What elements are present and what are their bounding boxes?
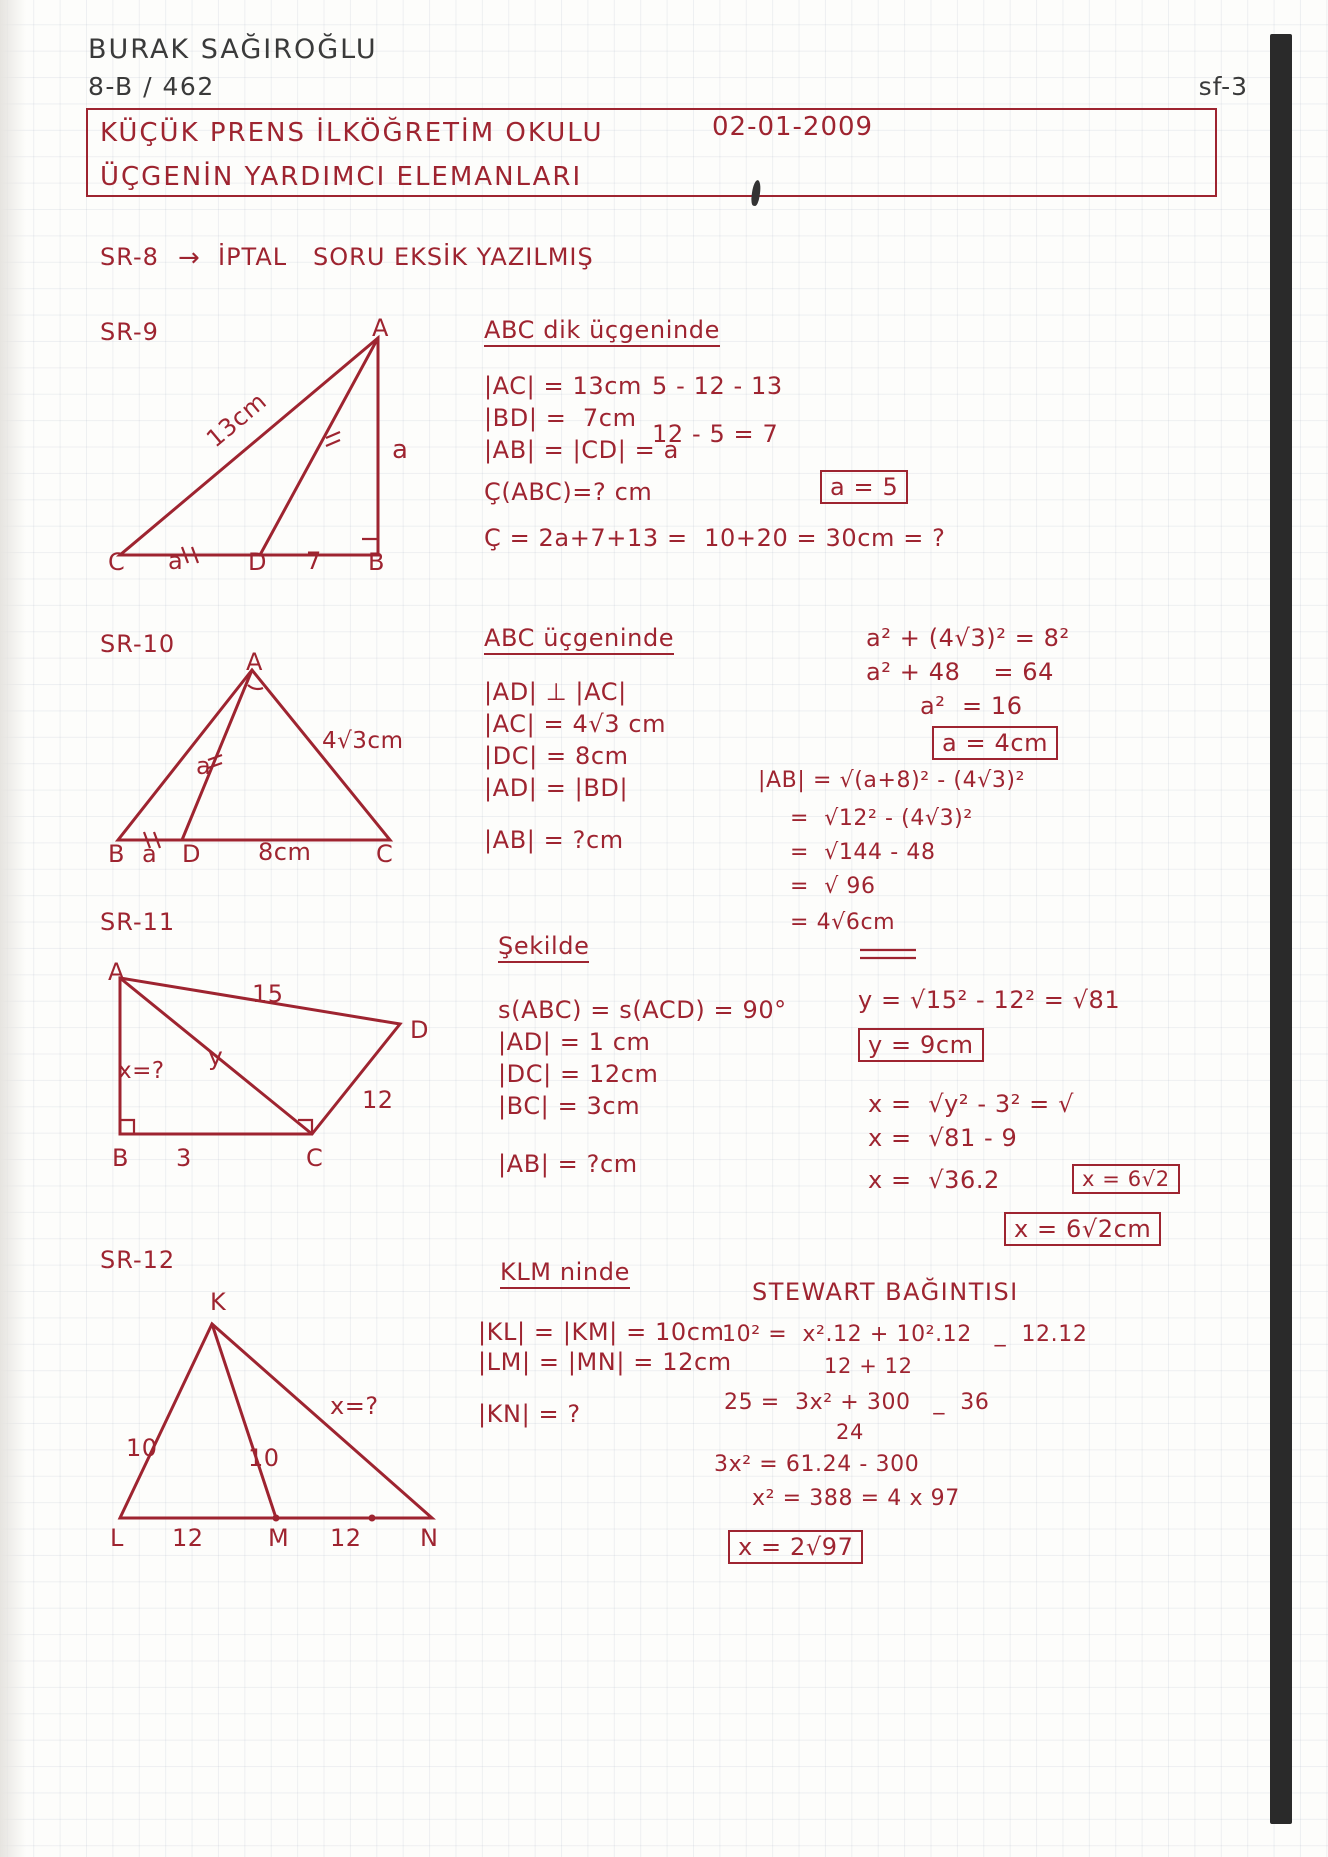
date-text: 02-01-2009 [712,112,874,142]
sr12-side-lm: 12 [172,1524,204,1552]
sr11-final-box: x = 6√2cm [1004,1212,1161,1246]
sr12-question: |KN| = ? [478,1400,581,1428]
sr10-vertex-d: D [182,840,201,868]
sr11-side-y: y [208,1042,224,1071]
sr9-side-ac: 13cm [201,387,273,453]
student-name: BURAK SAĞIROĞLU [88,34,378,65]
sr8-label: SR-8 [100,243,159,271]
sr11-vertex-c: C [306,1144,324,1172]
sr11-work2-1: x = √y² - 3² = √ [868,1090,1074,1118]
sr10-work2-1: |AB| = √(a+8)² - (4√3)² [758,768,1026,793]
sr11-work-1: y = √15² - 12² = √81 [858,986,1121,1014]
sr11-vertex-b: B [112,1144,129,1172]
sr9-side-cd: a [168,547,184,575]
sr12-method-title: STEWART BAĞINTISI [752,1278,1019,1306]
sr11-side-bc: 3 [176,1144,192,1172]
sr12-figure [100,1300,460,1540]
sr12-final-box: x = 2√97 [728,1530,863,1564]
sr11-inline-box: x = 6√2 [1072,1164,1180,1194]
sr11-line-2: |AD| = 1 cm [498,1028,651,1056]
sr11-line-1: s(ABC) = s(ACD) = 90° [498,996,787,1024]
sr9-figure [100,310,440,580]
sr10-work2-3: = √144 - 48 [790,840,936,865]
sr12-work-6: x² = 388 = 4 x 97 [752,1486,960,1511]
sr12-work-1: 10² = x².12 + 10².12 _ 12.12 [722,1322,1088,1347]
sr12-vertex-n: N [420,1524,439,1552]
sr11-side-ad: 15 [252,980,284,1008]
sr11-result-box: y = 9cm [858,1028,984,1062]
sr11-work2-2: x = √81 - 9 [868,1124,1018,1152]
sr10-question: |AB| = ?cm [484,826,624,854]
sr10-line-1: |AD| ⊥ |AC| [484,678,627,706]
binder-strip [1270,34,1292,1824]
sr12-vertex-m: M [268,1524,290,1552]
sr10-work2-5: = 4√6cm [790,910,896,935]
sr12-statement-title: KLM ninde [500,1258,630,1289]
sr12-vertex-k: K [210,1288,227,1316]
sr10-line-3: |DC| = 8cm [484,742,629,770]
sr11-label: SR-11 [100,908,176,936]
sr10-vertex-a: A [246,648,263,676]
sr9-work-2: 12 - 5 = 7 [652,420,779,448]
student-class: 8-B / 462 [88,72,215,101]
sr10-work2-4: = √ 96 [790,874,876,899]
sr9-vertex-d: D [248,548,267,576]
sr12-line-2: |LM| = |MN| = 12cm [478,1348,732,1376]
sr9-vertex-a: A [372,314,389,342]
sr9-vertex-c: C [108,548,126,576]
sr9-statement-title: ABC dik üçgeninde [484,316,720,347]
sr11-side-x: x=? [118,1058,165,1084]
sr10-side-bd: a [142,840,158,868]
sr9-vertex-b: B [368,548,385,576]
page-label: sf-3 [1198,72,1248,101]
sr11-line-4: |BC| = 3cm [498,1092,641,1120]
sr10-side-dc: 8cm [258,838,312,866]
sr11-side-dc: 12 [362,1086,394,1114]
sr10-vertex-b: B [108,840,125,868]
sr11-vertex-a: A [108,958,125,986]
sr10-line-4: |AD| = |BD| [484,774,629,802]
sr10-work-2: a² + 48 = 64 [866,658,1055,686]
sr12-work-3: 25 = 3x² + 300 _ 36 [724,1390,990,1415]
sr10-vertex-c: C [376,840,394,868]
sr10-side-ad: a [196,752,212,780]
sr8-arrow-icon: → [178,243,201,273]
sr9-side-db: 7 [306,547,322,575]
sr10-work-3: a² = 16 [920,692,1023,720]
sr12-side-kl: 10 [126,1434,158,1462]
sr9-result-box: a = 5 [820,470,908,504]
sr10-statement-title: ABC üçgeninde [484,624,674,655]
sr11-statement-title: Şekilde [498,932,589,963]
sr11-question: |AB| = ?cm [498,1150,638,1178]
sr12-side-x: x=? [330,1392,379,1420]
subject-title: ÜÇGENİN YARDIMCI ELEMANLARI [100,162,583,192]
sr9-side-ab: a [392,435,409,465]
sr8-text: İPTAL SORU EKSİK YAZILMIŞ [218,243,594,271]
sr12-side-mn: 12 [330,1524,362,1552]
sr9-line-2: |BD| = 7cm [484,404,637,432]
sr12-label: SR-12 [100,1246,176,1274]
sr10-side-ac: 4√3cm [322,728,404,754]
sr12-work-4: 24 [836,1420,864,1444]
sr10-work-1: a² + (4√3)² = 8² [866,624,1070,652]
sr9-line-1: |AC| = 13cm [484,372,643,400]
sr10-label: SR-10 [100,630,176,658]
sr11-line-3: |DC| = 12cm [498,1060,659,1088]
sr9-line-3: |AB| = |CD| = a [484,436,679,464]
sr9-final: Ç = 2a+7+13 = 10+20 = 30cm = ? [484,524,946,552]
sr10-result-box: a = 4cm [932,726,1058,760]
sr9-question: Ç(ABC)=? cm [484,478,653,506]
sr11-vertex-d: D [410,1016,429,1044]
sr12-vertex-l: L [110,1524,124,1552]
sr12-side-km: 10 [248,1444,280,1472]
sr12-work-2: 12 + 12 [824,1354,913,1378]
sr10-work2-2: = √12² - (4√3)² [790,806,973,831]
page-left-shadow [0,0,26,1857]
sr11-work2-3: x = √36.2 [868,1166,1000,1194]
sr10-underline-mark [860,944,940,964]
sr9-work-1: 5 - 12 - 13 [652,372,783,400]
sr12-work-5: 3x² = 61.24 - 300 [714,1452,920,1477]
sr12-line-1: |KL| = |KM| = 10cm [478,1318,725,1346]
sr10-line-2: |AC| = 4√3 cm [484,710,667,738]
school-name: KÜÇÜK PRENS İLKÖĞRETİM OKULU [100,118,604,148]
sr9-label: SR-9 [100,318,159,346]
